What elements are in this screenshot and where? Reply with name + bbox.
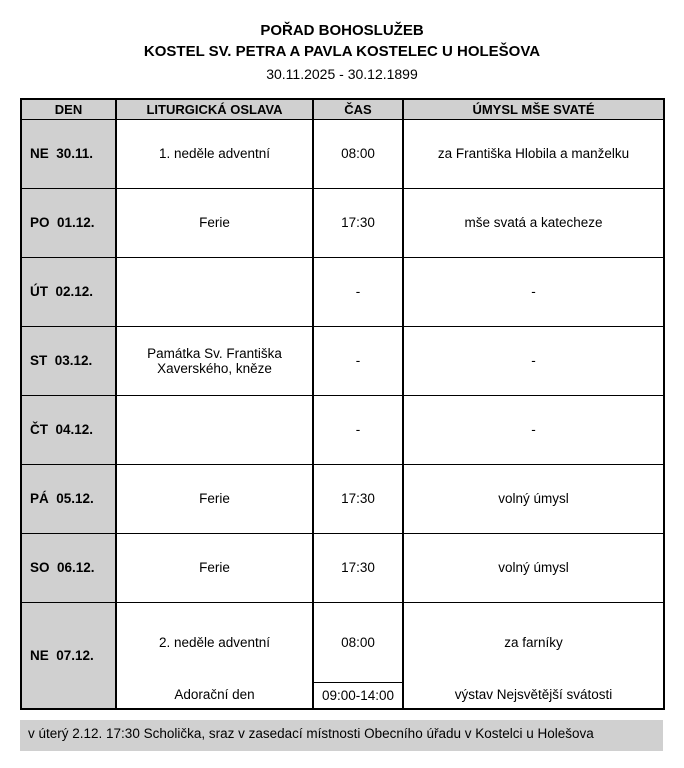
cell-den: NE 07.12. [21, 602, 116, 709]
table-row [21, 464, 664, 533]
cell-umysl: - [403, 326, 664, 395]
page-title: POŘAD BOHOSLUŽEB [260, 22, 424, 39]
cell-oslava: Ferie [116, 188, 313, 257]
table-row [21, 326, 664, 395]
cell-umysl-main: za farníky [504, 634, 563, 650]
cell-oslava-main: 2. neděle adventní [158, 634, 271, 650]
footer-note-text: v úterý 2.12. 17:30 Scholička, sraz v zasedací místnosti Obecního úřadu v Kostelci u Holešova [28, 726, 594, 741]
page-subtitle: KOSTEL SV. PETRA A PAVLA KOSTELEC U HOLEŠOVA [143, 43, 541, 60]
cell-den: ÚT 02.12. [21, 257, 116, 326]
cell-umysl-sub: výstav Nejsvětější svátosti [454, 687, 613, 702]
col-header-den: DEN [21, 99, 116, 119]
cell-den: SO 06.12. [21, 533, 116, 602]
table-header-row [21, 99, 664, 119]
cell-umysl: za Františka Hlobila a manželku [403, 119, 664, 188]
cell-cas: 08:00 [313, 119, 403, 188]
cell-umysl: - [403, 395, 664, 464]
cell-umysl: mše svatá a katecheze [403, 188, 664, 257]
schedule-table [20, 98, 665, 710]
table-row [21, 257, 664, 326]
cell-cas-main: 08:00 [341, 634, 375, 650]
cell-cas: 17:30 [313, 533, 403, 602]
table-row [21, 188, 664, 257]
table-row [21, 119, 664, 188]
cell-oslava [116, 395, 313, 464]
table-row [21, 602, 664, 709]
cell-oslava: Ferie [116, 464, 313, 533]
cell-cas: - [313, 326, 403, 395]
cell-den: PO 01.12. [21, 188, 116, 257]
cell-cas: 17:30 [313, 188, 403, 257]
cell-den: PÁ 05.12. [21, 464, 116, 533]
cell-cas: - [313, 395, 403, 464]
table-row [21, 533, 664, 602]
col-header-umysl: ÚMYSL MŠE SVATÉ [403, 99, 664, 119]
cell-umysl: volný úmysl [403, 533, 664, 602]
col-header-cas: ČAS [313, 99, 403, 119]
col-header-oslava: LITURGICKÁ OSLAVA [116, 99, 313, 119]
cell-umysl [403, 602, 664, 709]
cell-oslava: 1. neděle adventní [116, 119, 313, 188]
date-range: 30.11.2025 - 30.12.1899 [266, 66, 418, 82]
cell-cas [313, 602, 403, 709]
document-header [20, 20, 664, 82]
cell-oslava [116, 602, 313, 709]
cell-cas: - [313, 257, 403, 326]
cell-oslava: Památka Sv. Františka Xaverského, kněze [116, 326, 313, 395]
footer-note [20, 720, 663, 751]
cell-oslava: Ferie [116, 533, 313, 602]
cell-umysl: - [403, 257, 664, 326]
table-row [21, 395, 664, 464]
cell-den: ST 03.12. [21, 326, 116, 395]
cell-cas-sub: 09:00-14:00 [314, 682, 402, 708]
cell-cas: 17:30 [313, 464, 403, 533]
cell-den: ČT 04.12. [21, 395, 116, 464]
cell-oslava-sub: Adorační den [174, 687, 255, 702]
cell-oslava [116, 257, 313, 326]
cell-den: NE 30.11. [21, 119, 116, 188]
cell-umysl: volný úmysl [403, 464, 664, 533]
